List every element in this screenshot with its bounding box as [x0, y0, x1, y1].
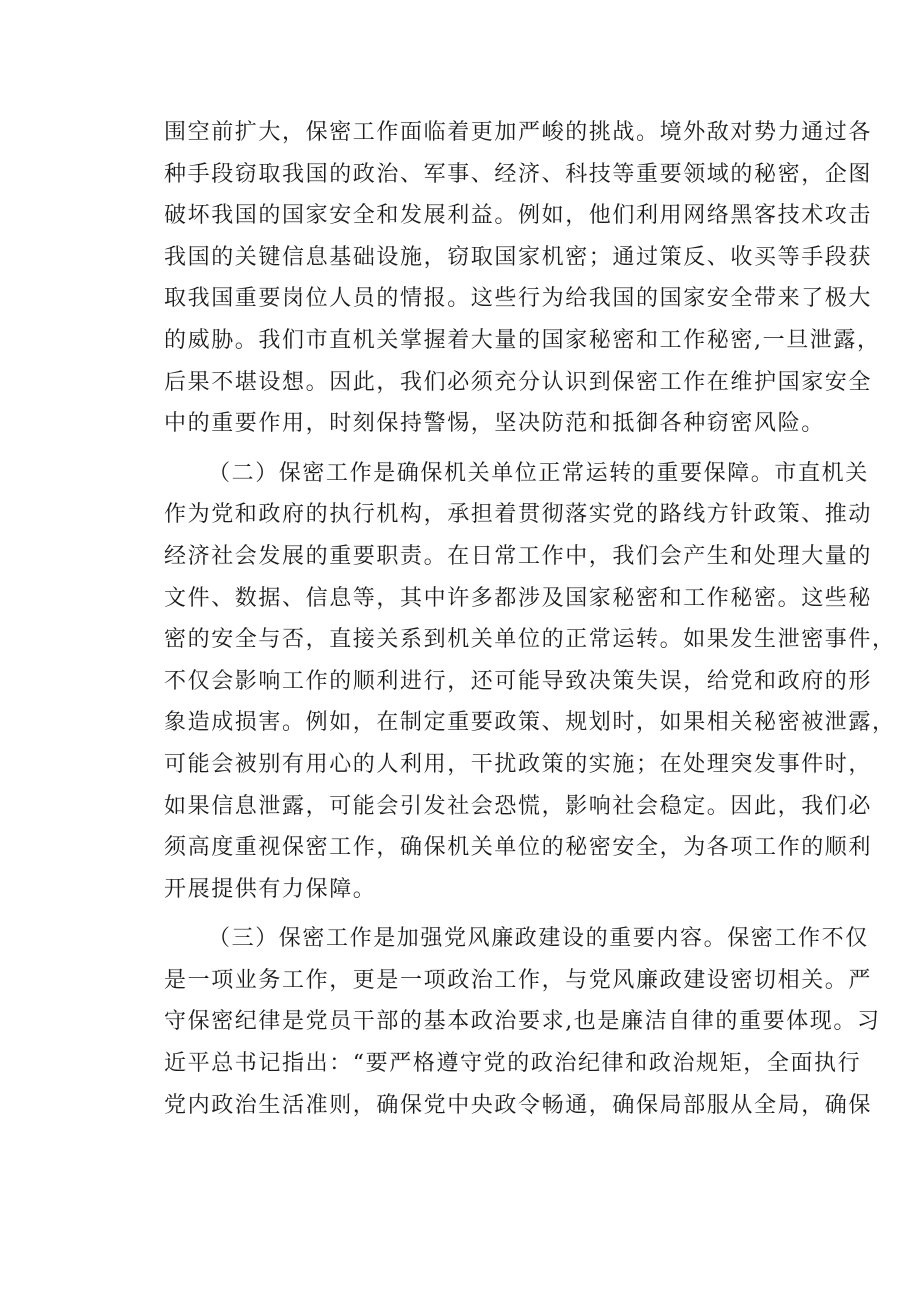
- text-line: （二）保密工作是确保机关单位正常运转的重要保障。市直机关: [208, 460, 869, 486]
- text-line: 象造成损害。例如，在制定重要政策、规划时，如果相关秘密被泄露，: [164, 710, 896, 736]
- paragraph-1: [164, 112, 881, 445]
- paragraph-spacer: [164, 910, 788, 918]
- text-line: 我国的关键信息基础设施，窃取国家机密；通过策反、收买等手段获: [164, 244, 873, 270]
- text-line: 种手段窃取我国的政治、军事、经济、科技等重要领域的秘密，企图: [164, 161, 873, 187]
- text-line: 中的重要作用，时刻保持警惕，坚决防范和抵御各种窃密风险。: [164, 411, 825, 437]
- text-line: 文件、数据、信息等，其中许多都涉及国家秘密和工作秘密。这些秘: [164, 585, 873, 611]
- paragraph-spacer: [164, 445, 788, 453]
- paragraph-3: [164, 918, 881, 1126]
- text-line: 作为党和政府的执行机构，承担着贯彻落实党的路线方针政策、推动: [164, 502, 873, 528]
- text-line: 如果信息泄露，可能会引发社会恐慌，影响社会稳定。因此，我们必: [164, 793, 873, 819]
- text-line: 须高度重视保密工作，确保机关单位的秘密安全，为各项工作的顺利: [164, 835, 873, 861]
- text-line: 破坏我国的国家安全和发展利益。例如，他们利用网络黑客技术攻击: [164, 203, 873, 229]
- text-line: 取我国重要岗位人员的情报。这些行为给我国的国家安全带来了极大: [164, 286, 873, 312]
- document-body: [164, 112, 896, 1126]
- paragraph-2: [164, 453, 896, 911]
- text-line: 开展提供有力保障。: [164, 876, 377, 902]
- text-line: 可能会被别有用心的人利用，干扰政策的实施；在处理突发事件时，: [164, 751, 873, 777]
- text-line: 的威胁。我们市直机关掌握着大量的国家秘密和工作秘密,一旦泄露，: [164, 327, 881, 353]
- text-line: 后果不堪设想。因此，我们必须充分认识到保密工作在维护国家安全: [164, 369, 873, 395]
- text-line: 经济社会发展的重要职责。在日常工作中，我们会产生和处理大量的: [164, 543, 873, 569]
- text-line: 近平总书记指出：“要严格遵守党的政治纪律和政治规矩，全面执行: [164, 1051, 862, 1077]
- text-line: 不仅会影响工作的顺利进行，还可能导致决策失误，给党和政府的形: [164, 668, 873, 694]
- text-line: 密的安全与否，直接关系到机关单位的正常运转。如果发生泄密事件，: [164, 627, 896, 653]
- text-line: 守保密纪律是党员干部的基本政治要求,也是廉洁自律的重要体现。习: [164, 1009, 881, 1035]
- text-line: 是一项业务工作，更是一项政治工作，与党风廉政建设密切相关。严: [164, 967, 873, 993]
- text-line: 党内政治生活准则，确保党中央政令畅通，确保局部服从全局，确保: [164, 1092, 873, 1118]
- text-line: （三）保密工作是加强党风廉政建设的重要内容。保密工作不仅: [208, 926, 869, 952]
- text-line: 围空前扩大，保密工作面临着更加严峻的挑战。境外敌对势力通过各: [164, 120, 873, 145]
